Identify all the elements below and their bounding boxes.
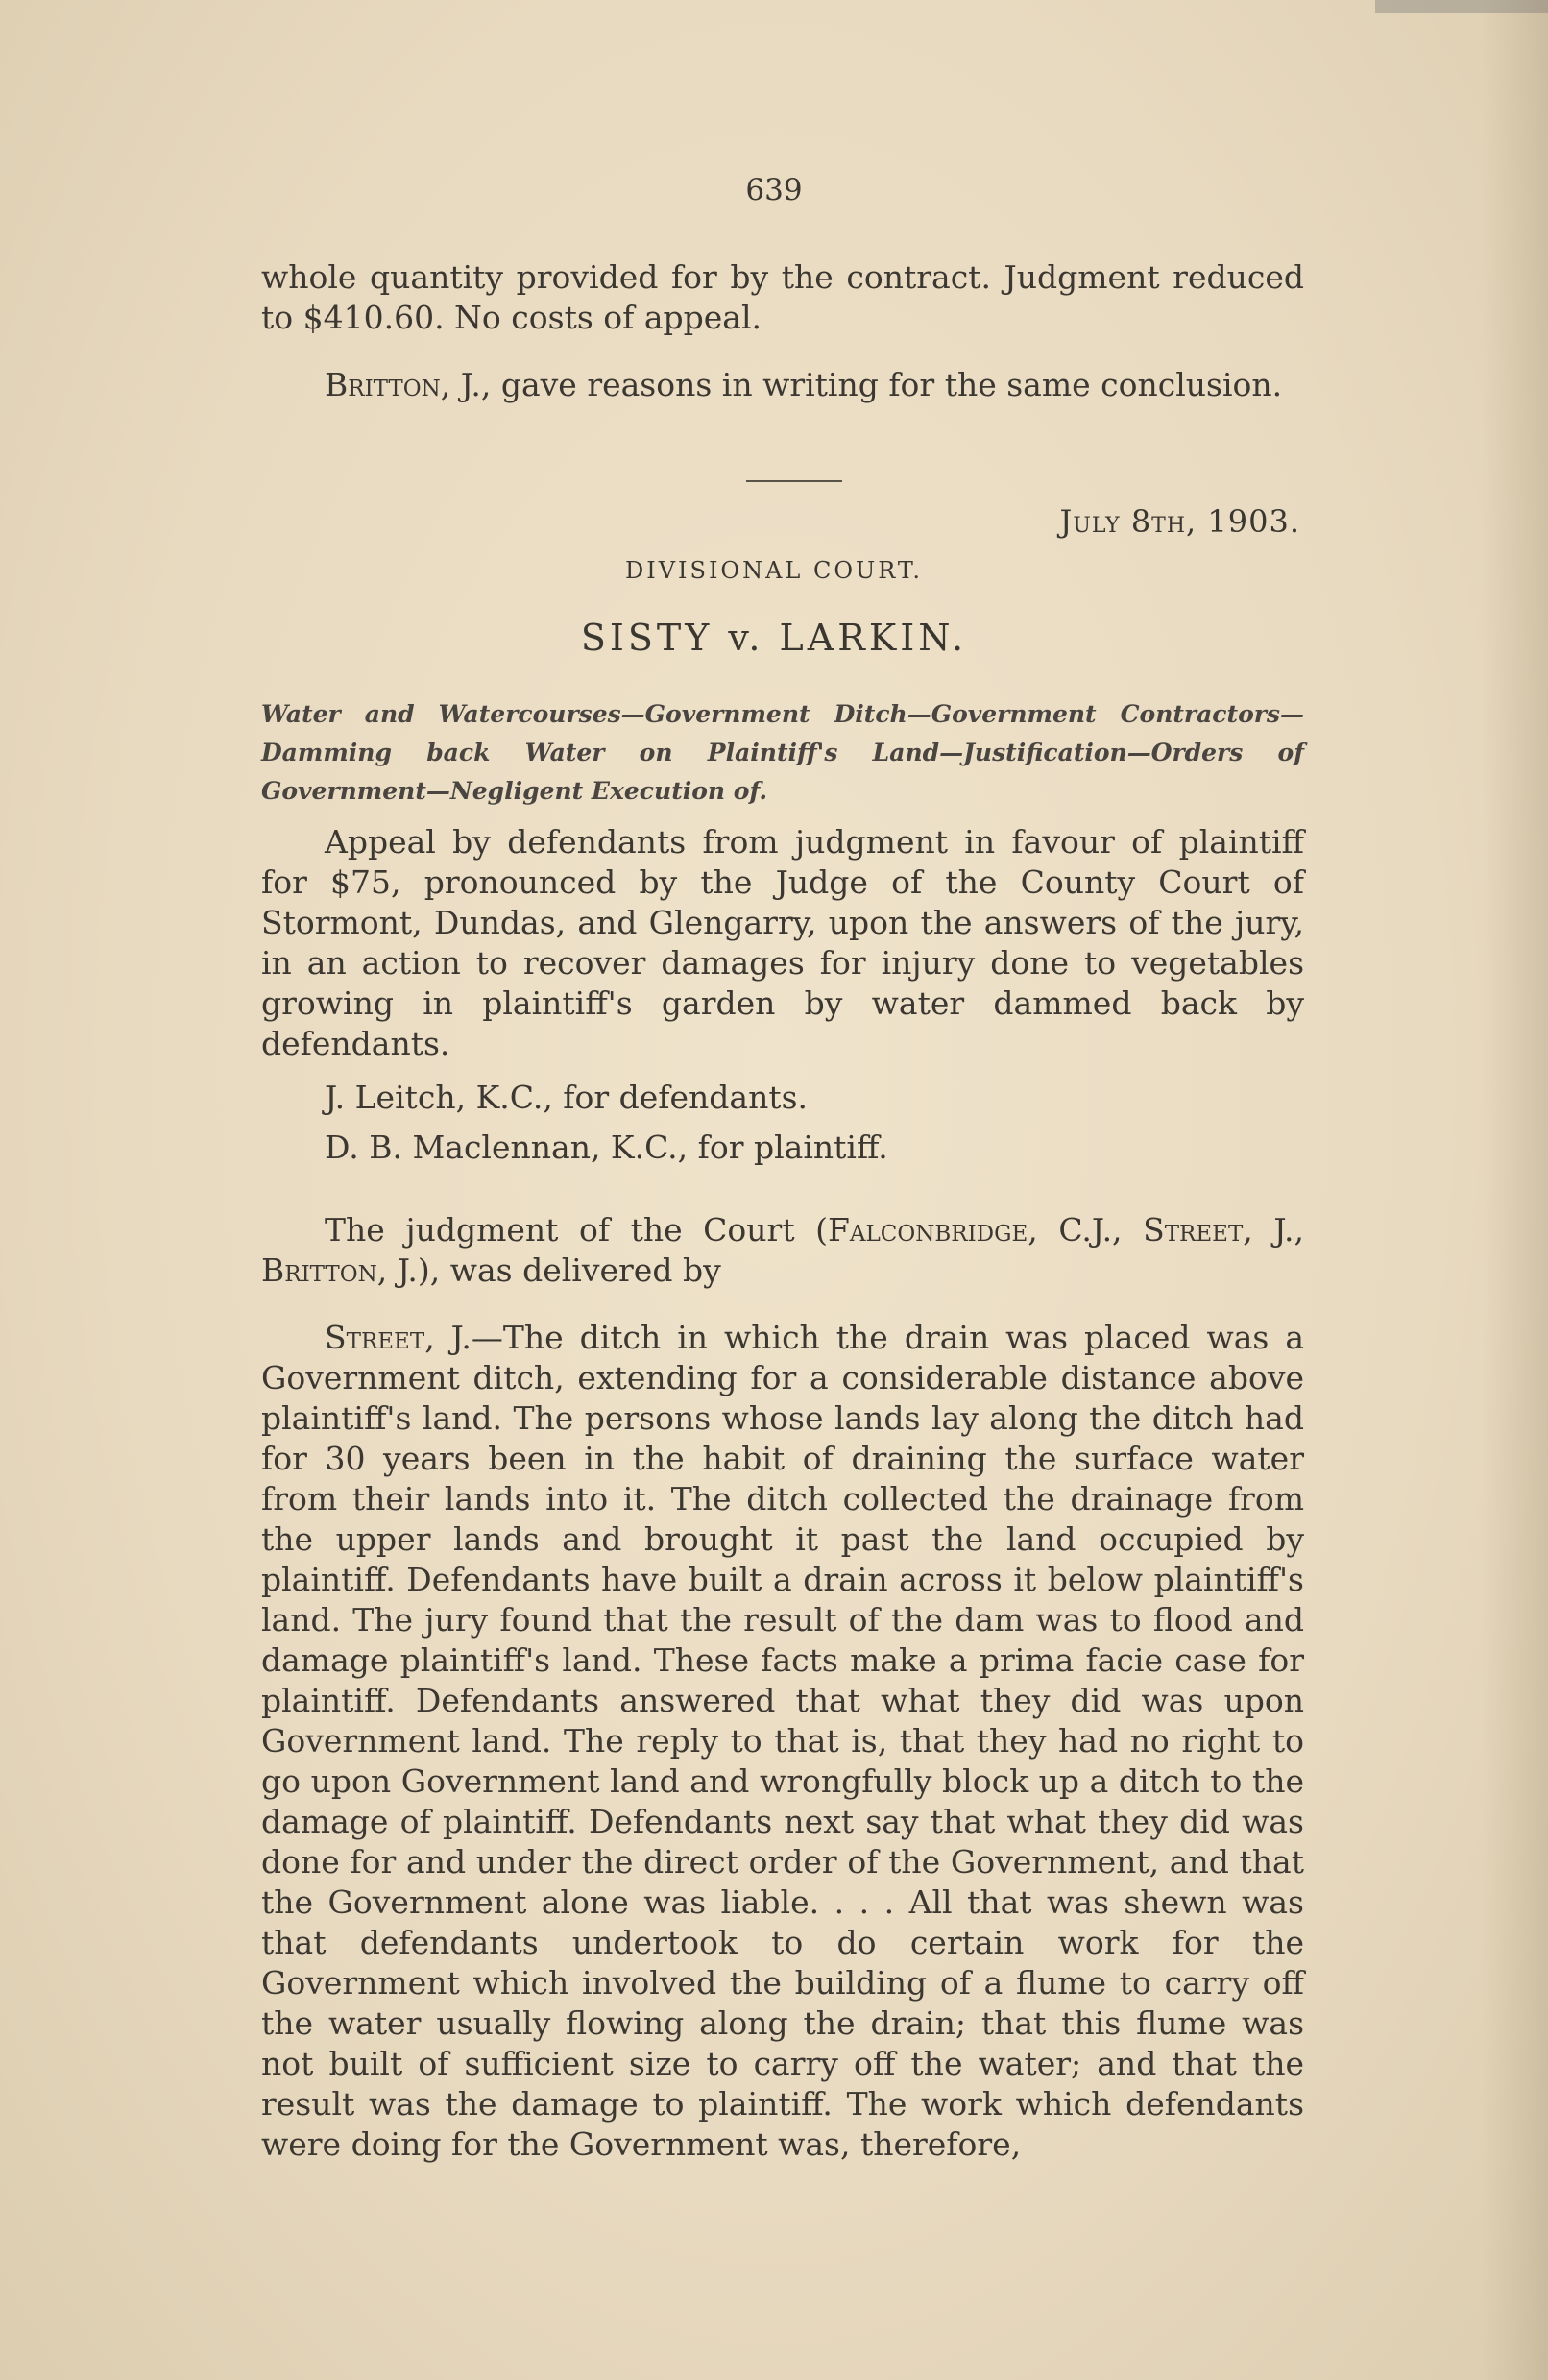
intro-section [261,257,1304,405]
page-number: 639 [745,173,803,207]
decision-date: July 8th, 1903. [1059,503,1300,540]
judgment-intro-pre: The judgment of the Court ( [325,1211,829,1249]
opinion-judge: Street [325,1319,425,1356]
britton-text: , J., gave reasons in writing for the same conclusion. [440,366,1283,403]
case-body [261,822,1304,2165]
headnote: Water and Watercourses—Government Ditch—Government Contractors—Damming back Water on Plaintiff's Land—Justification—Orders of Government—Negligent Execution of. [261,700,1304,805]
opinion-text: , J.—The ditch in which the drain was placed was a Government ditch, extending for a considerable distance above plaintiff's land. The persons whose lands lay along the ditch had for 30 years been in the habit of draining the surface water from their lands into it. The ditch collected the drainage from the upper lands and brought it past the land occupied by plaintiff. Defendants have built a drain across it below plaintiff's land. The jury found that the result of the dam was to flood and damage plaintiff's land. These facts make a prima facie case for plaintiff. Defendants answered that what they did was upon Government land. The reply to that is, that they had no right to go upon Government land and wrongfully block up a ditch to the damage of plaintiff. Defendants next say that what they did was done for and under the direct order of the Government, and that the Government alone was liable. . . . All that was shewn was that defendants undertook to do certain work for the Government which involved the building of a flume to carry off the water usually flowing along the drain; that this flume was not built of sufficient size to carry off the water; and that the result was the damage to plaintiff. The work which defendants were doing for the Government was, therefore, [261,1319,1304,2163]
judgment-intro [261,1210,1304,1291]
judge-street: Street [1143,1211,1244,1249]
judge-britton: Britton [261,1251,377,1289]
counsel-defendants: J. Leitch, K.C., for defendants. [325,1079,809,1116]
judgment-intro-post: , J.), was delivered by [376,1251,721,1289]
section-divider [746,480,842,482]
britton-paragraph [261,365,1304,405]
intro-paragraph: whole quantity provided for by the contract. Judgment reduced to $410.60. No costs of appeal. [261,258,1304,336]
case-title: SISTY v. LARKIN. [580,617,968,659]
appeal-paragraph: Appeal by defendants from judgment in favour of plaintiff for $75, pronounced by the Judge of the County Court of Stormont, Dundas, and Glengarry, upon the answers of the jury, in an action to recover damages for injury done to vegetables growing in plaintiff's garden by water dammed back by defendants. [261,823,1304,1062]
judgment-intro-mid2: , J., [1243,1211,1304,1249]
judge-falconbridge: Falconbridge [828,1211,1028,1249]
page-edge-shadow [1481,0,1548,2380]
judge-name: Britton [325,366,441,403]
judgment-intro-mid1: , C.J., [1028,1211,1144,1249]
court-heading: DIVISIONAL COURT. [624,557,924,584]
page-top-edge [1375,0,1548,13]
opinion-paragraph [261,1318,1304,2165]
counsel-plaintiff: D. B. Maclennan, K.C., for plaintiff. [325,1129,888,1166]
